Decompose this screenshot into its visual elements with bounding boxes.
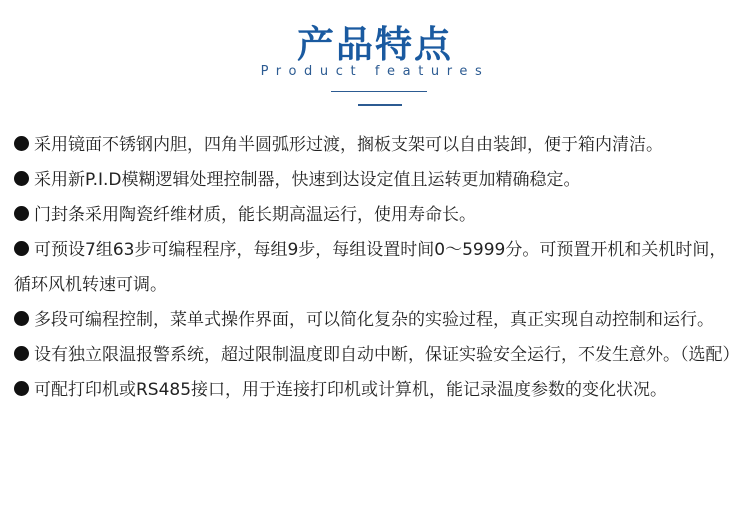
feature-text-5: 多段可编程控制，菜单式操作界面，可以简化复杂的实验过程，真正实现自动控制和运行。 <box>34 310 714 330</box>
feature-text-2: 采用新P.I.D模糊逻辑处理控制器，快速到达设定值且运转更加精确稳定。 <box>34 170 581 190</box>
feature-item-3 <box>14 198 742 233</box>
title-divider-long <box>331 91 427 92</box>
feature-text-1: 采用镜面不锈钢内胆，四角半圆弧形过渡，搁板支架可以自由装卸，便于箱内清洁。 <box>34 135 663 155</box>
bullet-icon <box>14 346 29 361</box>
title-divider-short <box>358 104 402 106</box>
bullet-icon <box>14 136 29 151</box>
feature-item-4 <box>14 233 742 303</box>
bullet-icon <box>14 241 29 256</box>
bullet-icon <box>14 381 29 396</box>
feature-item-2 <box>14 163 742 198</box>
feature-item-7 <box>14 373 742 408</box>
feature-item-1 <box>14 128 742 163</box>
feature-item-5 <box>14 303 742 338</box>
feature-text-7: 可配打印机或RS485接口，用于连接打印机或计算机，能记录温度参数的变化状况。 <box>34 380 668 400</box>
feature-text-3: 门封条采用陶瓷纤维材质，能长期高温运行，使用寿命长。 <box>34 205 476 225</box>
bullet-icon <box>14 311 29 326</box>
bullet-icon <box>14 206 29 221</box>
features-header <box>0 0 750 110</box>
bullet-icon <box>14 171 29 186</box>
feature-text-6: 设有独立限温报警系统，超过限制温度即自动中断，保证实验安全运行，不发生意外。（选配） <box>34 345 740 365</box>
page-subtitle: Product features <box>260 64 490 79</box>
feature-list <box>14 128 742 408</box>
feature-item-6 <box>14 338 742 373</box>
feature-text-4: 可预设7组63步可编程程序，每组9步，每组设置时间0～5999分。可预置开机和关机时间，循环风机转速可调。 <box>14 240 727 295</box>
page-title: 产品特点 <box>297 23 453 66</box>
